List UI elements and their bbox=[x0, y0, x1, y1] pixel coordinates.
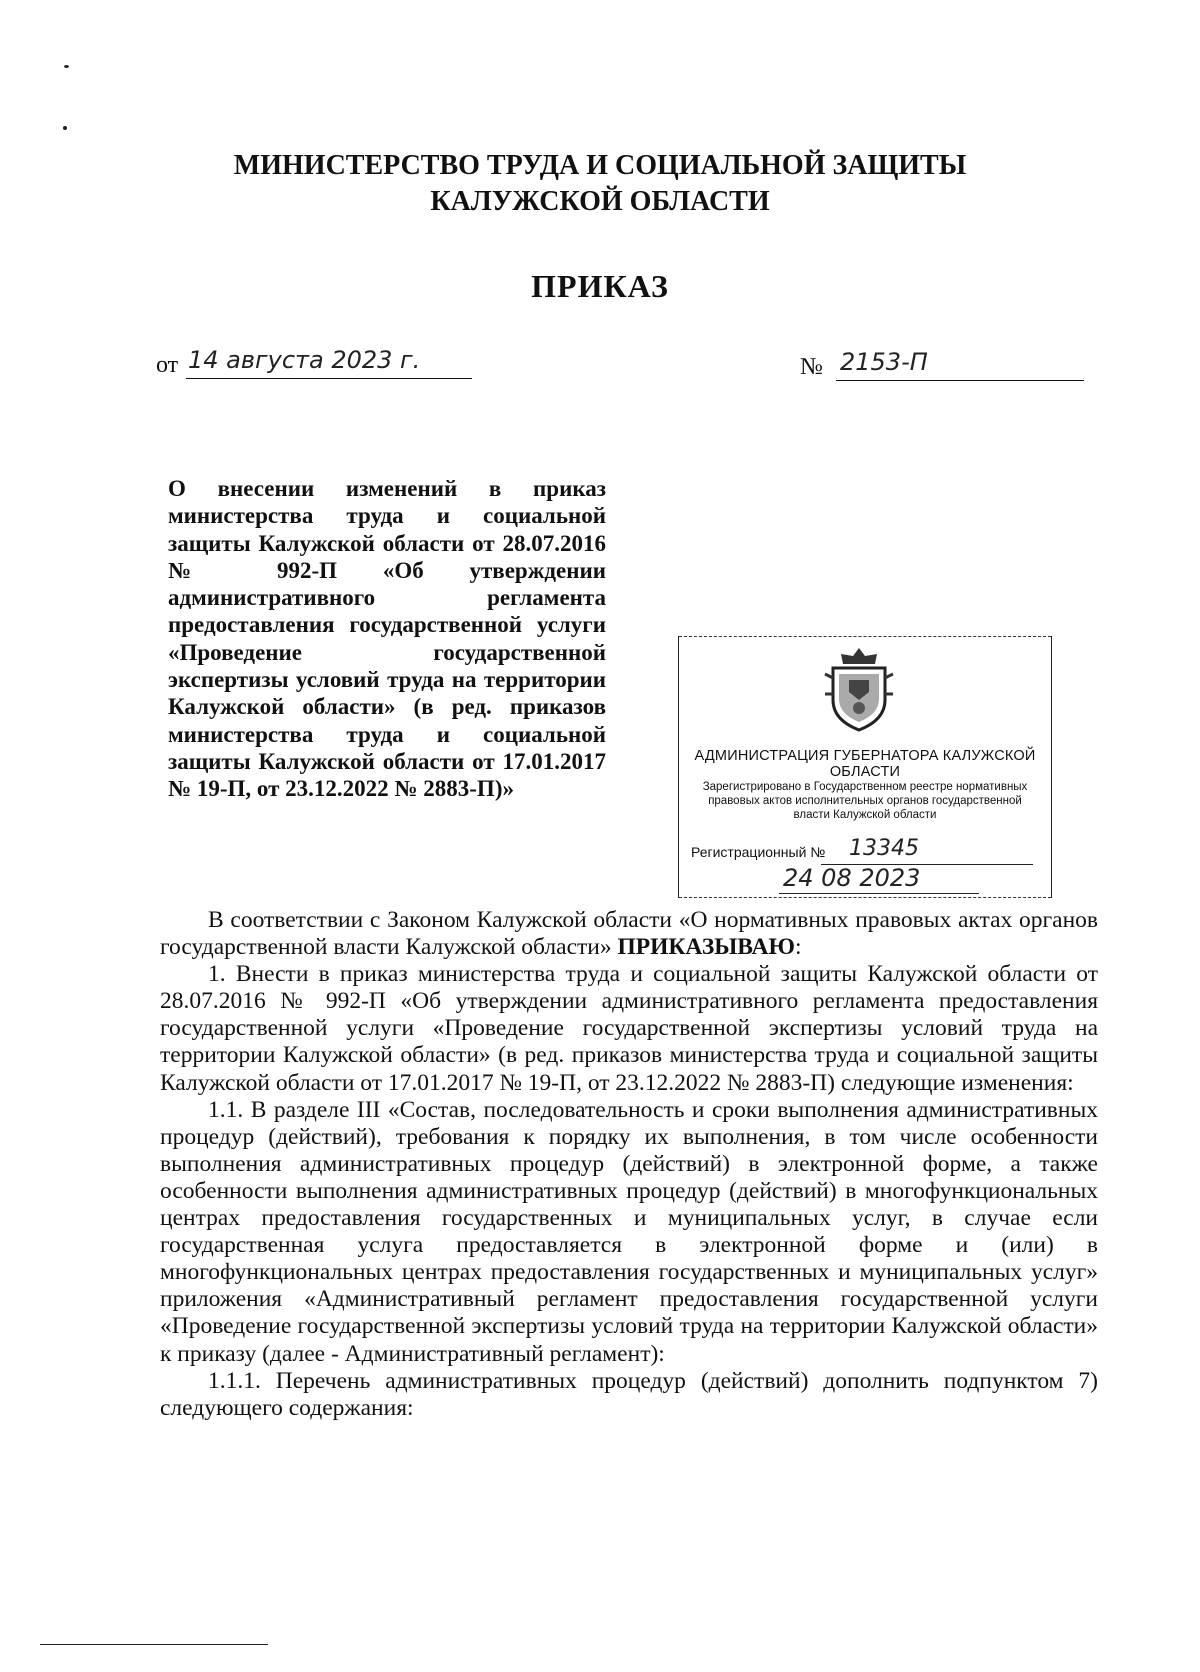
date-underline bbox=[186, 378, 472, 379]
stamp-registration-text: Зарегистрировано в Государственном реестре нормативных правовых актов исполнительных органов государственной власти Калужской области bbox=[702, 781, 1028, 821]
body-intro-end: : bbox=[794, 934, 802, 961]
stamp-reg-number-handwritten: 13345 bbox=[849, 836, 919, 861]
coat-of-arms-icon bbox=[819, 644, 899, 734]
stamp-reg-date-handwritten: 24 08 2023 bbox=[783, 864, 921, 892]
reg-date-underline bbox=[779, 893, 979, 894]
ministry-name bbox=[0, 148, 1200, 220]
date-label: от bbox=[156, 352, 179, 378]
order-number-handwritten: 2153-П bbox=[840, 348, 928, 376]
body-intro-text: В соответствии с Законом Калужской области «О нормативных правовых актах органов государственной власти Калужской области» bbox=[160, 907, 1098, 961]
scan-speck bbox=[63, 126, 67, 130]
stamp-bottom-border bbox=[679, 897, 1051, 898]
body-paragraph-1-1-1: 1.1.1. Перечень административных процедур (действий) дополнить подпунктом 7) следующего содержания: bbox=[160, 1367, 1098, 1421]
registration-stamp bbox=[678, 636, 1052, 898]
document-type-title: ПРИКАЗ bbox=[531, 268, 669, 304]
body-intro-paragraph bbox=[160, 907, 1098, 961]
order-date-handwritten: 14 августа 2023 г. bbox=[188, 346, 421, 374]
body-paragraph-1-1: 1.1. В разделе III «Состав, последовательность и сроки выполнения административных процедур (действий), требования к порядку их выполнения, в том числе особенности выполнения административных процедур (действий) в электронной форме, а также особенности выполнения административных процедур (действий) в многофункциональных центрах предоставления государственных и муниципальных услуг, в случае если государственная услуга предоставляется в электронной форме и (или) в многофункциональных центрах предоставления государственных и муниципальных услуг» приложения «Административный регламент предоставления государственной услуги «Проведение государственной экспертизы условий труда на территории Калужской области» к приказу (далее - Административный регламент): bbox=[160, 1096, 1098, 1367]
footnote-separator bbox=[40, 1644, 268, 1645]
body-paragraph-1: 1. Внести в приказ министерства труда и социальной защиты Калужской области от 28.07.2016 № 992-П «Об утверждении административного регламента предоставления государственной услуги «Проведение государственной экспертизы условий труда на территории Калужской области» (в ред. приказов министерства труда и социальной защиты Калужской области от 17.01.2017 № 19-П, от 23.12.2022 № 2883-П) следующие изменения: bbox=[160, 961, 1098, 1096]
ministry-name-line2: КАЛУЖСКОЙ ОБЛАСТИ bbox=[430, 186, 770, 217]
scan-speck bbox=[64, 65, 69, 68]
ministry-name-line1: МИНИСТЕРСТВО ТРУДА И СОЦИАЛЬНОЙ ЗАЩИТЫ bbox=[233, 150, 967, 181]
body-intro-directive: ПРИКАЗЫВАЮ bbox=[617, 934, 795, 961]
stamp-reg-number-label: Регистрационный № bbox=[691, 844, 826, 860]
order-body bbox=[160, 907, 1098, 1422]
number-underline bbox=[836, 380, 1084, 381]
order-subject: О внесении изменений в приказ министерства труда и социальной защиты Калужской области от 28.07.2016 № 992-П «Об утверждении административного регламента предоставления государственной услуги «Проведение государственной экспертизы условий труда на территории Калужской области» (в ред. приказов министерства труда и социальной защиты Калужской области от 17.01.2017 № 19-П, от 23.12.2022 № 2883-П)» bbox=[168, 476, 606, 802]
number-label: № bbox=[800, 354, 823, 380]
stamp-authority: АДМИНИСТРАЦИЯ ГУБЕРНАТОРА КАЛУЖСКОЙ ОБЛАСТИ bbox=[694, 748, 1036, 780]
stamp-top-border bbox=[679, 636, 1051, 637]
